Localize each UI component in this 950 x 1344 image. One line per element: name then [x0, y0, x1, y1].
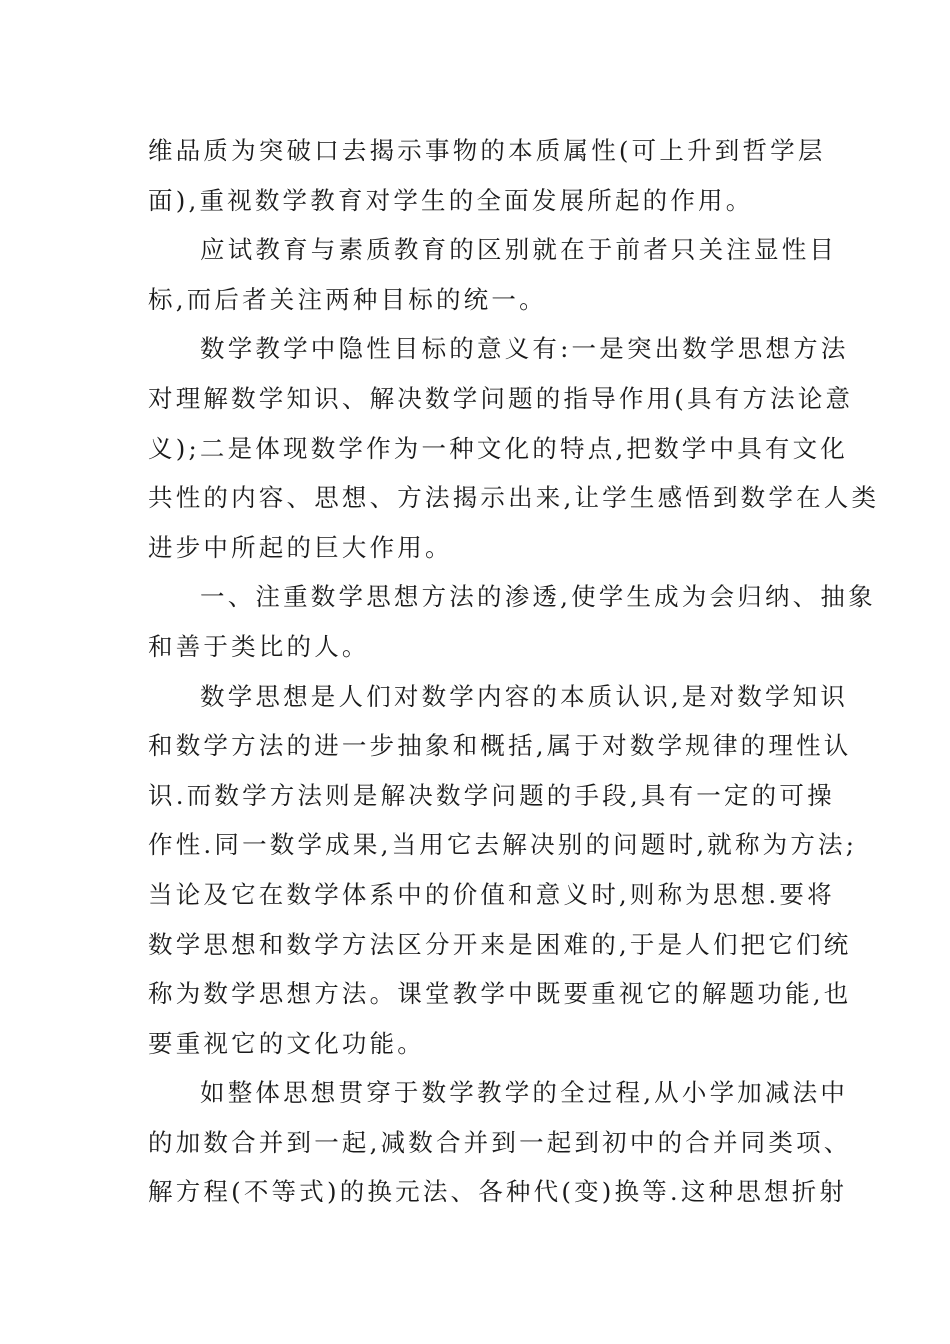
text-line: 义);二是体现数学作为一种文化的特点,把数学中具有文化	[148, 433, 848, 463]
text-line: 当论及它在数学体系中的价值和意义时,则称为思想.要将	[148, 879, 835, 909]
paragraph-first-line: 数学教学中隐性目标的意义有:一是突出数学思想方法	[200, 334, 849, 364]
text-line: 解方程(不等式)的换元法、各种代(变)换等.这种思想折射	[148, 1177, 848, 1207]
text-line: 面),重视数学教育对学生的全面发展所起的作用。	[148, 185, 754, 215]
section-heading-line: 一、注重数学思想方法的渗透,使学生成为会归纳、抽象	[200, 582, 876, 612]
text-line: 要重视它的文化功能。	[148, 1028, 425, 1058]
text-line: 的加数合并到一起,减数合并到一起到初中的合并同类项、	[148, 1127, 852, 1157]
text-line: 标,而后者关注两种目标的统一。	[148, 284, 547, 314]
text-line: 进步中所起的巨大作用。	[148, 532, 453, 562]
section-heading-line: 和善于类比的人。	[148, 631, 370, 661]
text-line: 作性.同一数学成果,当用它去解决别的问题时,就称为方法;	[148, 830, 858, 860]
paragraph-first-line: 应试教育与素质教育的区别就在于前者只关注显性目	[200, 235, 838, 265]
text-line: 识.而数学方法则是解决数学问题的手段,具有一定的可操	[148, 780, 835, 810]
text-line: 维品质为突破口去揭示事物的本质属性(可上升到哲学层	[148, 136, 826, 165]
text-line: 对理解数学知识、解决数学问题的指导作用(具有方法论意	[148, 383, 854, 413]
text-line: 称为数学思想方法。课堂教学中既要重视它的解题功能,也	[148, 979, 852, 1009]
paragraph-first-line: 如整体思想贯穿于数学教学的全过程,从小学加减法中	[200, 1078, 849, 1108]
text-line: 共性的内容、思想、方法揭示出来,让学生感悟到数学在人类	[148, 483, 880, 513]
text-line: 数学思想和数学方法区分开来是困难的,于是人们把它们统	[148, 929, 852, 959]
text-line: 和数学方法的进一步抽象和概括,属于对数学规律的理性认	[148, 731, 852, 761]
paragraph-first-line: 数学思想是人们对数学内容的本质认识,是对数学知识	[200, 681, 849, 711]
body-text	[148, 126, 880, 1217]
